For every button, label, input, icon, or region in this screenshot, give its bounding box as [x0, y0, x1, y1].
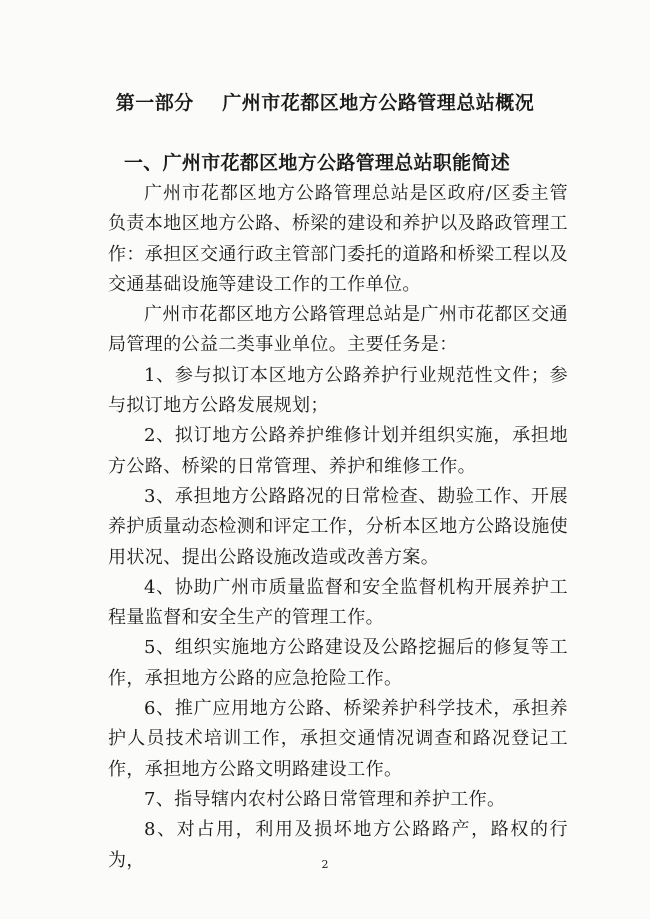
paragraph: 3、承担地方公路路况的日常检查、勘验工作、开展养护质量动态检测和评定工作，分析本区地方公路设施使用状况、提出公路设施改造或改善方案。: [108, 485, 568, 568]
paragraph: 8、对占用，利用及损坏地方公路路产，路权的行为，: [108, 819, 568, 871]
document-title: 第一部分 广州市花都区地方公路管理总站概况: [115, 92, 535, 114]
paragraph: 6、推广应用地方公路、桥梁养护科学技术，承担养护人员技术培训工作，承担交通情况调查和路况登记工作，承担地方公路文明路建设工作。: [108, 698, 568, 780]
paragraph: 5、组织实施地方公路建设及公路挖掘后的修复等工作，承担地方公路的应急抢险工作。: [108, 637, 568, 689]
page-number: 2: [321, 858, 329, 871]
paragraph: 7、指导辖内农村公路日常管理和养护工作。: [144, 788, 506, 810]
body-text: [108, 179, 568, 876]
paragraph: 1、参与拟订本区地方公路养护行业规范性文件；参与拟订地方公路发展规划；: [108, 364, 568, 417]
paragraph: 广州市花都区地方公路管理总站是区政府/区委主管负责本地区地方公路、桥梁的建设和养护以及路政管理工作：承担区交通行政主管部门委托的道路和桥梁工程以及交通基础设施等建设工作的工作单位。: [108, 183, 568, 295]
section-heading: 一、广州市花都区地方公路管理总站职能简述: [124, 152, 511, 174]
paragraph: 4、协助广州市质量监督和安全监督机构开展养护工程量监督和安全生产的管理工作。: [108, 576, 568, 629]
paragraph: 2、拟订地方公路养护维修计划并组织实施，承担地方公路、桥梁的日常管理、养护和维修工作。: [108, 425, 568, 477]
paragraph: 广州市花都区地方公路管理总站是广州市花都区交通局管理的公益二类事业单位。主要任务是：: [108, 304, 568, 356]
